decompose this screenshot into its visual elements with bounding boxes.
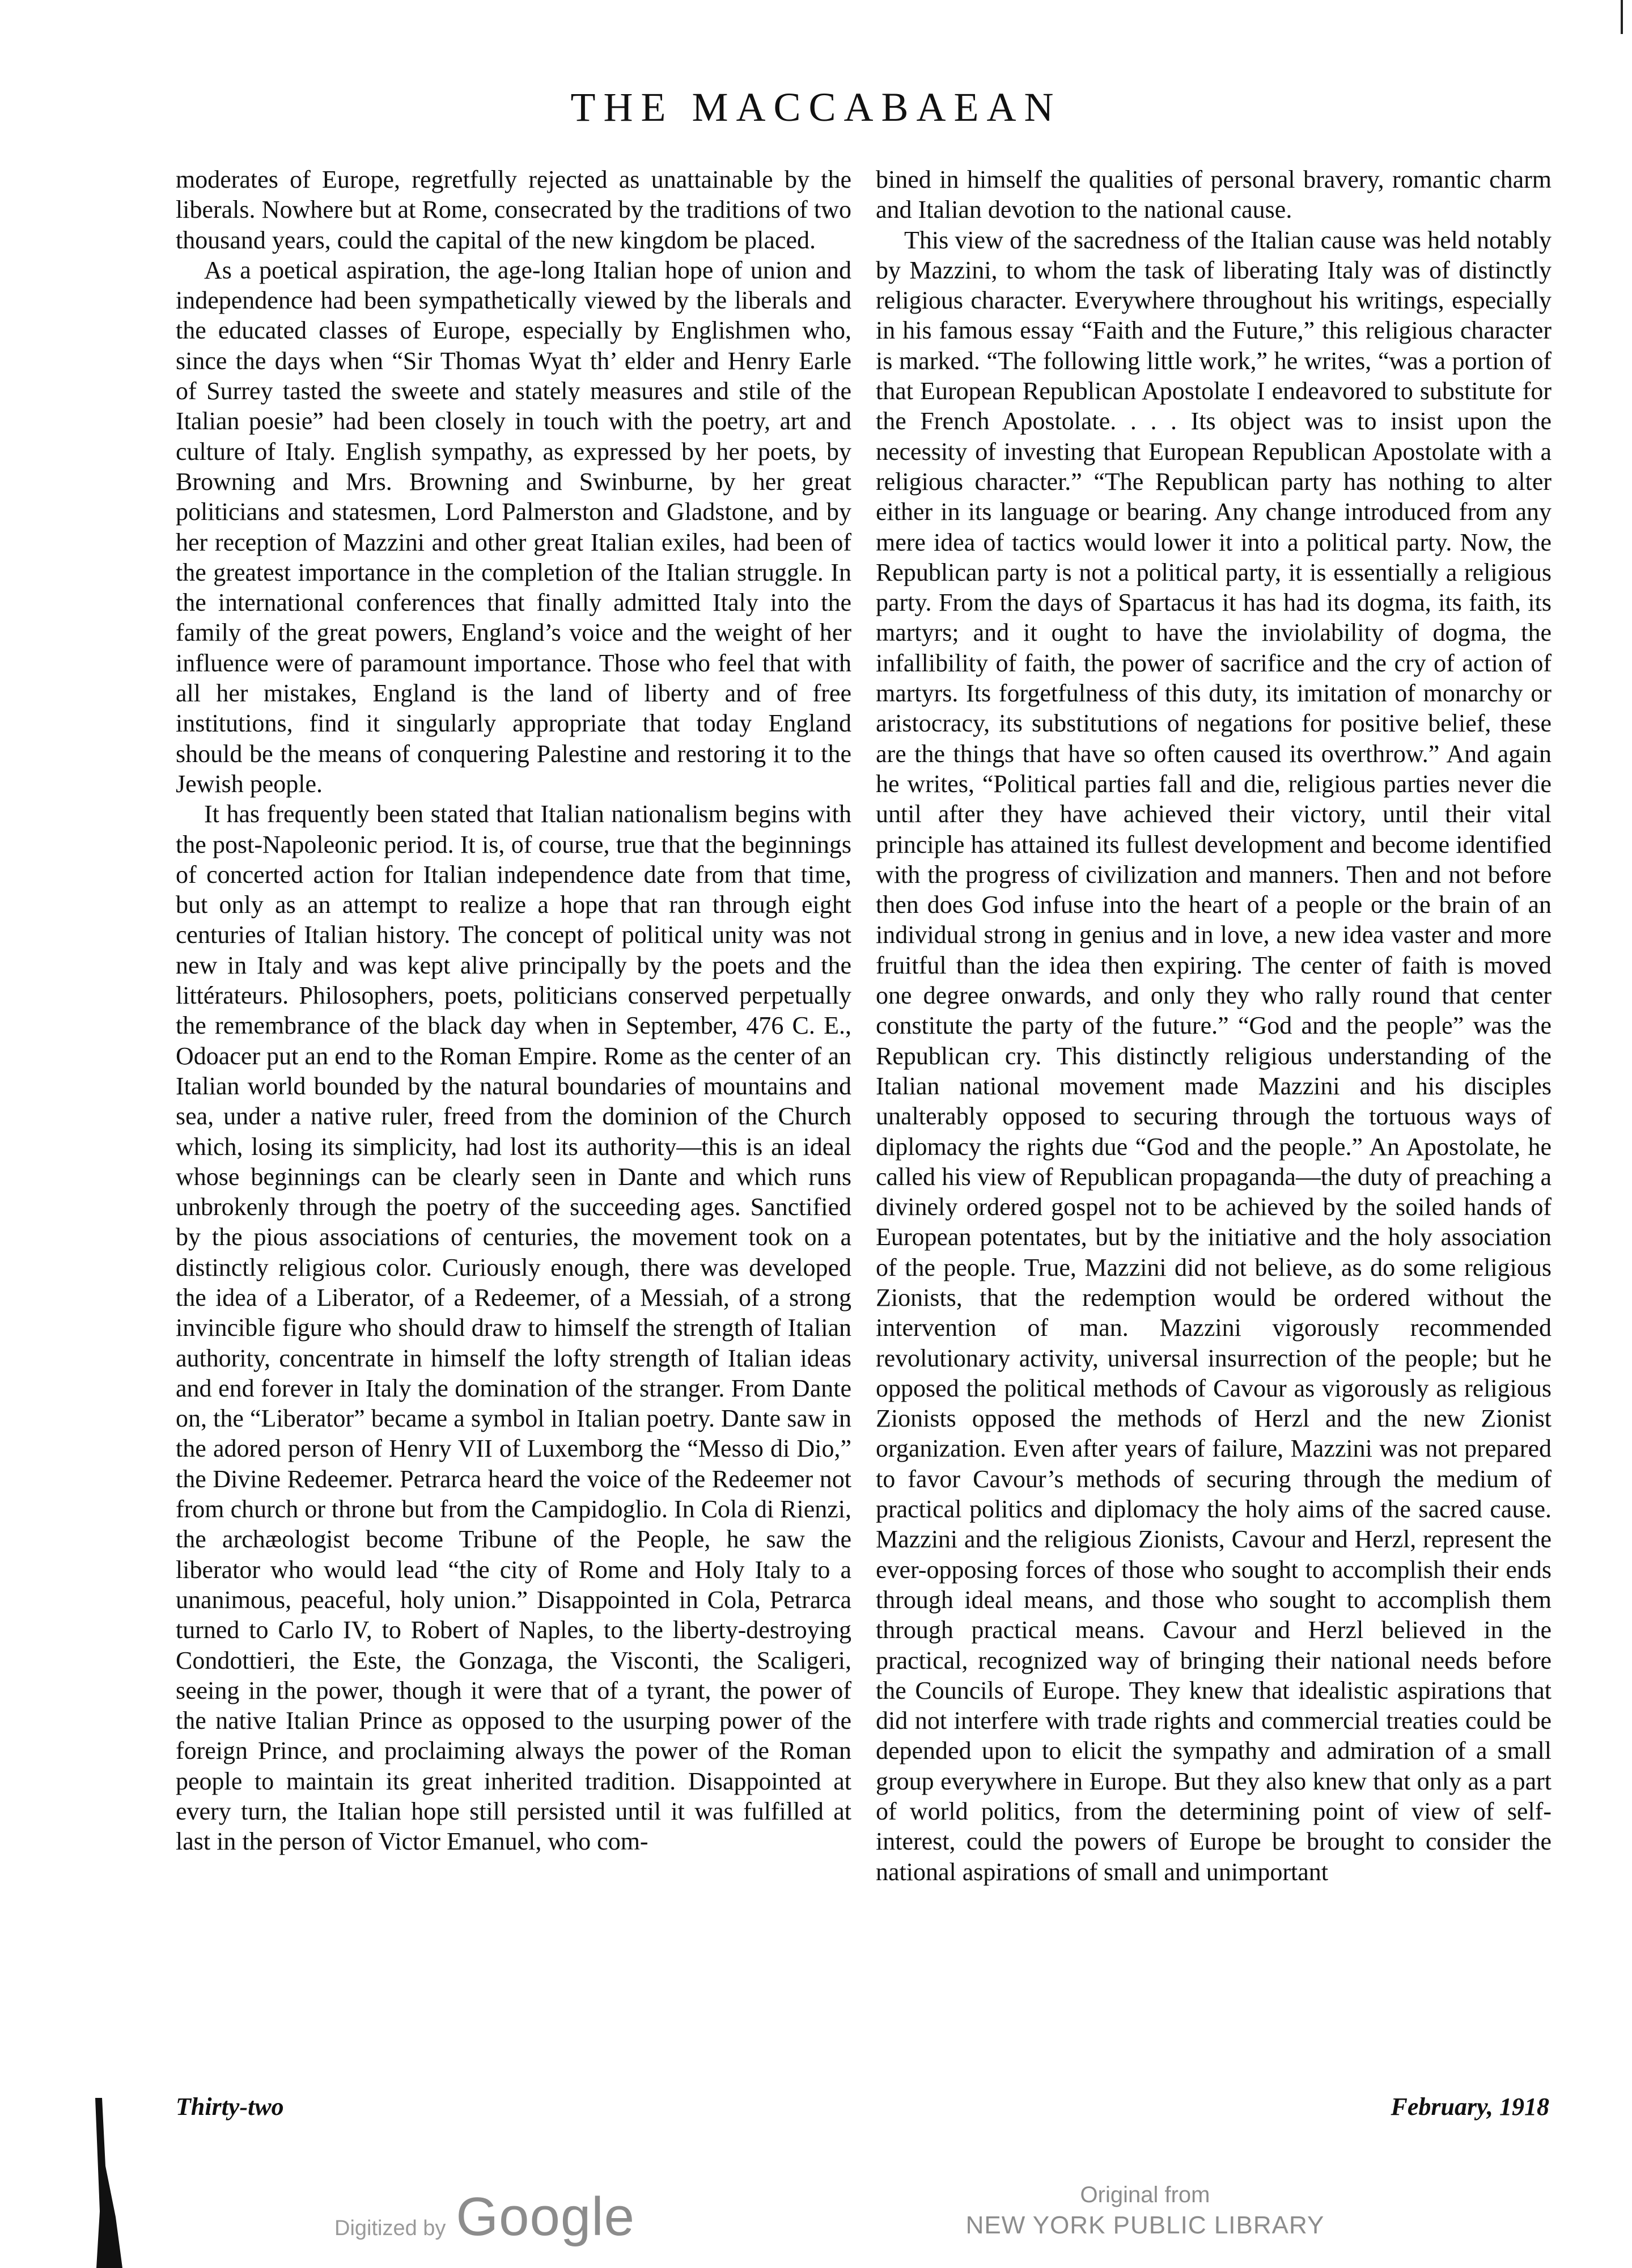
- original-source-watermark: [918, 2180, 1372, 2241]
- right-text-column: [876, 164, 1552, 2061]
- paragraph: As a poetical aspiration, the age-long Italian hope of union and independence had been sympathetically viewed by the liberals and the educated classes of Europe, especially by Englishmen who, since the days when “Sir Thomas Wyat th’ elder and Henry Earle of Surrey tasted the sweete and stately measures and stile of the Italian poesie” had been closely in touch with the poetry, art and culture of Italy. English sympathy, as expressed by her poets, by Browning and Mrs. Browning and Swinburne, by her great politicians and statesmen, Lord Palmerston and Gladstone, and by her reception of Mazzini and other great Italian exiles, had been of the greatest importance in the completion of the Italian struggle. In the international conferences that finally admitted Italy into the family of the great powers, England’s voice and the weight of her influence were of paramount importance. Those who feel that with all her mistakes, England is the land of liberty and of free institutions, find it singularly appropriate that today England should be the means of conquering Palestine and restoring it to the Jewish people.: [176, 256, 851, 798]
- page-number-label: Thirty-two: [176, 2093, 284, 2121]
- binding-shadow-mark: [91, 2098, 125, 2268]
- paragraph: It has frequently been stated that Italian nationalism begins with the post-Napoleonic period. It is, of course, true that the beginnings of concerted action for Italian independence date from that time, but only as an attempt to realize a hope that ran through eight centuries of Italian history. The concept of political unity was not new in Italy and was kept alive principally by the poets and the littérateurs. Philosophers, poets, politicians conserved perpetually the remembrance of the black day when in September, 476 C. E., Odoacer put an end to the Roman Empire. Rome as the center of an Italian world bounded by the natural boundaries of mountains and sea, under a native ruler, freed from the dominion of the Church which, losing its simplicity, had lost its authority—this is an ideal whose beginnings can be clearly seen in Dante and which runs unbrokenly through the poetry of the succeeding ages. Sanctified by the pious associations of centuries, the movement took on a distinctly religious color. Curiously enough, there was developed the idea of a Liberator, of a Redeemer, of a Messiah, of a strong invincible figure who should draw to himself the strength of Italian authority, concentrate in himself the lofty strength of Italian ideas and end forever in Italy the domination of the stranger. From Dante on, the “Liberator” became a symbol in Italian poetry. Dante saw in the adored person of Henry VII of Luxemborg the “Messo di Dio,” the Divine Redeemer. Petrarca heard the voice of the Redeemer not from church or throne but from the Campidoglio. In Cola di Rienzi, the archæologist become Tribune of the People, he saw the liberator who would lead “the city of Rome and Holy Italy to a unanimous, peaceful, holy union.” Disappointed in Cola, Petrarca turned to Carlo IV, to Robert of Naples, to the liberty-destroying Condottieri, the Este, the Gonzaga, the Visconti, the Scaligeri, seeing in the power, though it were that of a tyrant, the power of the native Italian Prince as opposed to the usurping power of the foreign Prince, and proclaiming always the power of the Roman people to maintain its great inherited tradition. Disappointed at every turn, the Italian hope still persisted until it was fulfilled at last in the person of Victor Emanuel, who com-: [176, 800, 851, 1856]
- library-name: NEW YORK PUBLIC LIBRARY: [965, 2211, 1325, 2239]
- digitized-by-watermark: [334, 2186, 635, 2248]
- left-text-column: [176, 164, 851, 2061]
- paragraph-continued: moderates of Europe, regretfully rejected as unattainable by the liberals. Nowhere but at Rome, consecrated by the traditions of two thousand years, could the capital of the new kingdom be placed.: [176, 166, 851, 254]
- page-edge-mark: [1618, 0, 1626, 34]
- page-header-title: THE MACCABAEAN: [570, 84, 1062, 130]
- paragraph-continued: bined in himself the qualities of personal bravery, romantic charm and Italian devotion to the national cause.: [876, 166, 1552, 224]
- paragraph: This view of the sacredness of the Italian cause was held notably by Mazzini, to whom the task of liberating Italy was of distinctly religious character. Everywhere throughout his writings, especially in his famous essay “Faith and the Future,” this religious character is marked. “The following little work,” he writes, “was a portion of that European Republican Apostolate I endeavored to substitute for the French Apostolate. . . . Its object was to insist upon the necessity of investing that European Republican Apostolate with a religious character.” “The Republican party has nothing to alter either in its language or bearing. Any change introduced from any mere idea of tactics would lower it into a political party. Now, the Republican party is not a political party, it is essentially a religious party. From the days of Spartacus it has had its dogma, its faith, its martyrs; and it ought to have the inviolability of dogma, the infallibility of faith, the power of sacrifice and the cry of action of martyrs. Its forgetfulness of this duty, its imitation of monarchy or aristocracy, its substitutions of negations for positive belief, these are the things that have so often caused its overthrow.” And again he writes, “Political parties fall and die, religious parties never die until after they have achieved their victory, until their vital principle has attained its fullest development and become identified with the progress of civilization and manners. Then and not before then does God infuse into the heart of a people or the brain of an individual strong in genius and in love, a new idea vaster and more fruitful than the idea then expiring. The center of faith is moved one degree onwards, and only they who rally round that center constitute the party of the future.” “God and the people” was the Republican cry. This distinctly religious understanding of the Italian national movement made Mazzini and his disciples unalterably opposed to securing through the tortuous ways of diplomacy the rights due “God and the people.” An Apostolate, he called his view of Republican propaganda—the duty of preaching a divinely ordered gospel not to be achieved by the soiled hands of European potentates, but by the initiative and the holy association of the people. True, Mazzini did not believe, as do some religious Zionists, that the redemption would be ordered without the intervention of man. Mazzini vigorously recommended revolutionary activity, universal insurrection of the people; but he opposed the political methods of Cavour as vigorously as religious Zionists opposed the methods of Herzl and the new Zionist organization. Even after years of failure, Mazzini was not prepared to favor Cavour’s methods of securing through the medium of practical politics and diplomacy the holy aims of the sacred cause. Mazzini and the religious Zionists, Cavour and Herzl, represent the ever-opposing forces of those who sought to accomplish their ends through ideal means, and those who sought to accomplish them through practical means. Cavour and Herzl believed in the practical, recognized way of bringing their national needs before the Councils of Europe. They knew that idealistic aspirations that did not interfere with trade rights and commercial treaties could be depended upon to elicit the sympathy and admiration of a small group everywhere in Europe. But they also knew that only as a part of world politics, from the determining point of view of self-interest, could the powers of Europe be brought to consider the national aspirations of small and unimportant: [876, 226, 1552, 1886]
- issue-date: February, 1918: [1391, 2093, 1549, 2121]
- digitized-by-text: Digitized by: [334, 2216, 446, 2240]
- google-logo: Google: [456, 2186, 635, 2247]
- original-from-text: Original from: [1080, 2182, 1210, 2207]
